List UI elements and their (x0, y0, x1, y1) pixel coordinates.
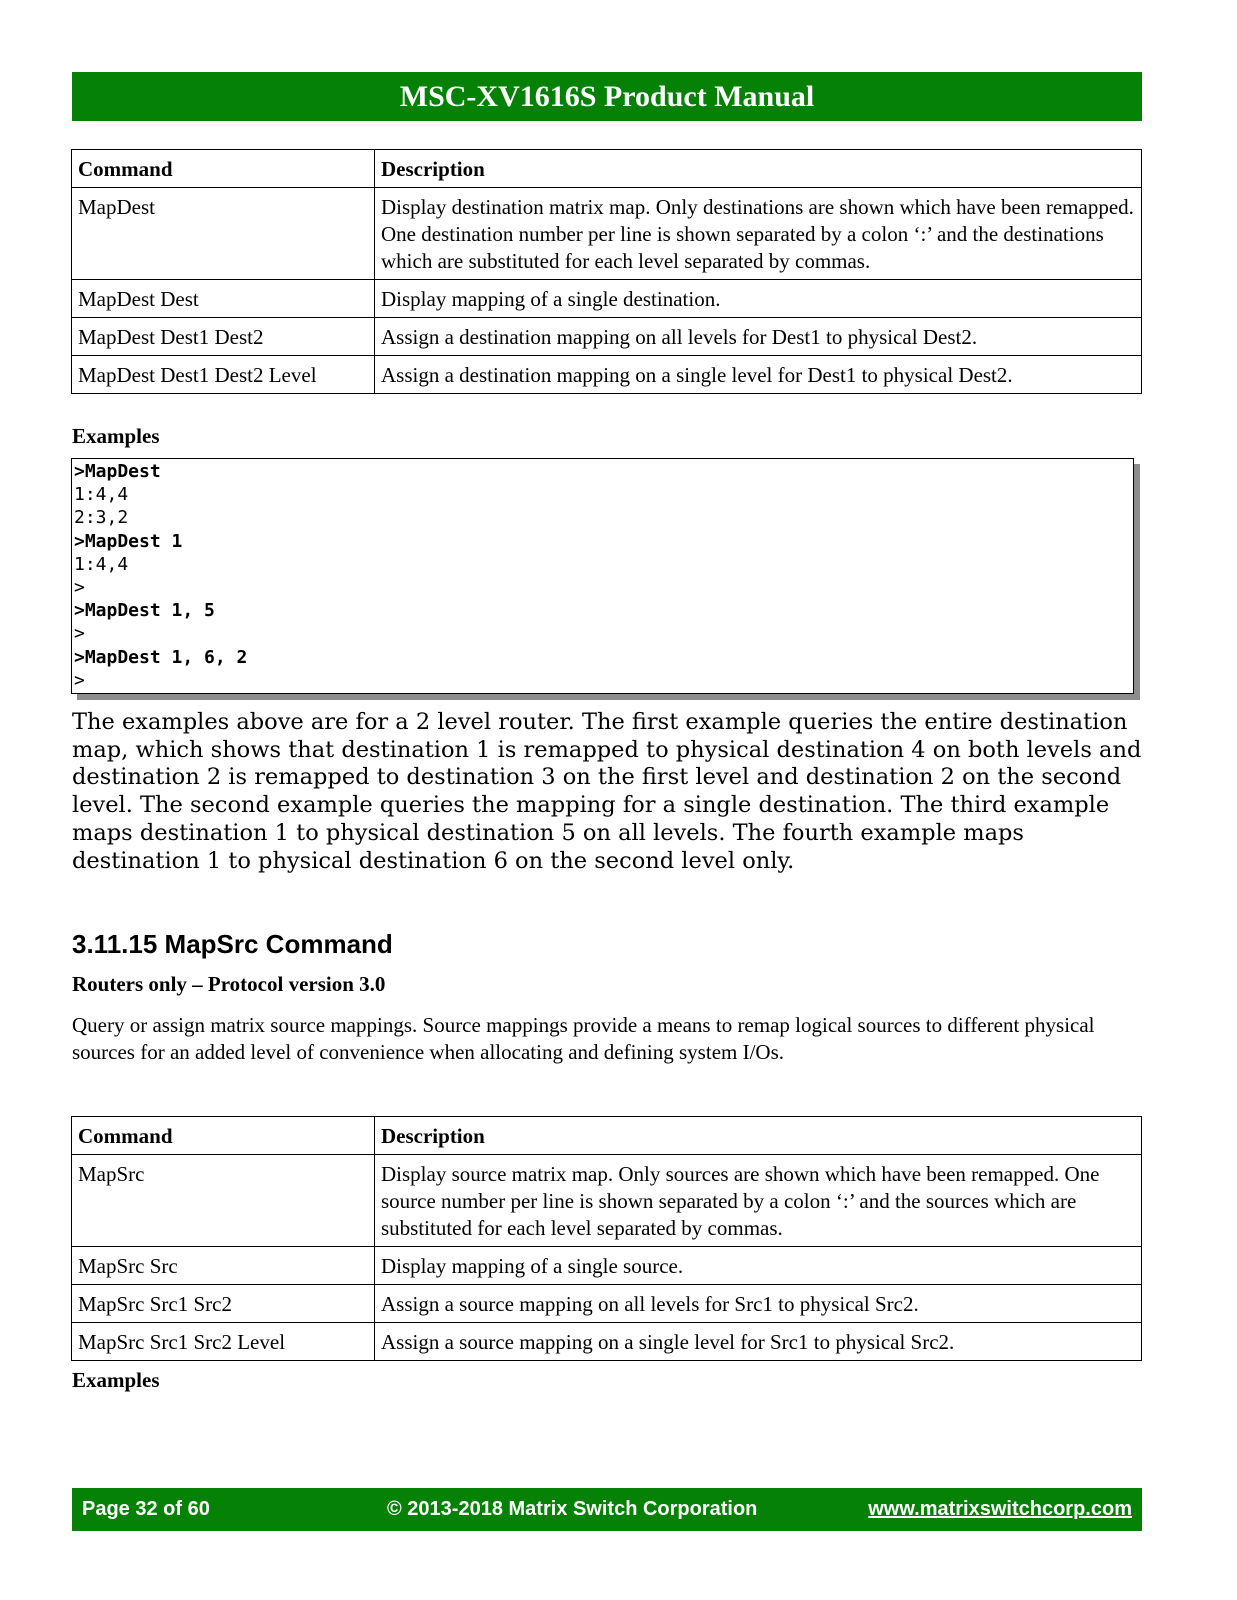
mapdest-command-table (71, 149, 1142, 394)
code-line: > (74, 623, 85, 645)
code-line: > (74, 669, 85, 691)
page-header (72, 72, 1142, 121)
column-header-command: Command (72, 150, 375, 188)
section-heading: 3.11.15 MapSrc Command (72, 929, 393, 959)
section-subheading: Routers only – Protocol version 3.0 (72, 972, 386, 996)
table-row (72, 188, 1142, 280)
description-cell: Display mapping of a single destination. (375, 280, 1142, 318)
table-row (72, 356, 1142, 394)
description-cell: Display source matrix map. Only sources are shown which have been remapped. One source number per line is shown separated by a colon ‘:’ and the sources which are substituted for each level separated by commas. (375, 1155, 1142, 1247)
table-row (72, 1155, 1142, 1247)
code-line: > (74, 576, 85, 598)
description-cell: Display destination matrix map. Only destinations are shown which have been remapped. One destination number per line is shown separated by a colon ‘:’ and the destinations which are substituted for each level separated by commas. (375, 188, 1142, 280)
table-row (72, 1285, 1142, 1323)
copyright-notice: © 2013-2018 Matrix Switch Corporation (387, 1498, 758, 1520)
code-line: >MapDest 1, 6, 2 (74, 646, 248, 668)
table-row (72, 318, 1142, 356)
description-cell: Assign a destination mapping on all levels for Dest1 to physical Dest2. (375, 318, 1142, 356)
code-line: 1:4,4 (74, 484, 129, 506)
code-line: >MapDest 1, 5 (74, 600, 215, 622)
examples-label: Examples (72, 424, 160, 448)
table-header-row (72, 150, 1142, 188)
code-line: 2:3,2 (74, 507, 129, 529)
column-header-description: Description (375, 150, 1142, 188)
code-line: >MapDest (74, 461, 161, 482)
code-line: 1:4,4 (74, 553, 129, 575)
command-cell: MapDest (72, 188, 375, 280)
example-code-box (71, 458, 1134, 694)
description-cell: Assign a source mapping on all levels for Src1 to physical Src2. (375, 1285, 1142, 1323)
description-cell: Display mapping of a single source. (375, 1247, 1142, 1285)
column-header-command: Command (72, 1117, 375, 1155)
section-intro: Query or assign matrix source mappings. Source mappings provide a means to remap logical sources to different physical sources for an added level of convenience when allocating and defining system I/Os. (72, 1013, 1095, 1064)
page-footer (72, 1488, 1142, 1531)
examples-explanation: The examples above are for a 2 level router. The first example queries the entire destination map, which shows that destination 1 is remapped to physical destination 4 on both levels and destination 2 is remapped to destination 3 on the first level and destination 2 on the second level. The second example queries the mapping for a single destination. The third example maps destination 1 to physical destination 5 on all levels. The fourth example maps destination 1 to physical destination 6 on the second level only. (72, 709, 1142, 874)
command-cell: MapDest Dest1 Dest2 (72, 318, 375, 356)
command-cell: MapSrc Src (72, 1247, 375, 1285)
command-cell: MapDest Dest1 Dest2 Level (72, 356, 375, 394)
table-header-row (72, 1117, 1142, 1155)
table-row (72, 1247, 1142, 1285)
command-cell: MapDest Dest (72, 280, 375, 318)
website-link[interactable]: www.matrixswitchcorp.com (868, 1498, 1132, 1520)
code-line: >MapDest 1 (74, 530, 183, 552)
command-cell: MapSrc (72, 1155, 375, 1247)
column-header-description: Description (375, 1117, 1142, 1155)
manual-title: MSC-XV1616S Product Manual (399, 79, 815, 113)
table-row (72, 280, 1142, 318)
mapsrc-command-table (71, 1116, 1142, 1361)
command-cell: MapSrc Src1 Src2 (72, 1285, 375, 1323)
description-cell: Assign a source mapping on a single level for Src1 to physical Src2. (375, 1323, 1142, 1361)
table-row (72, 1323, 1142, 1361)
examples-label: Examples (72, 1368, 160, 1392)
command-cell: MapSrc Src1 Src2 Level (72, 1323, 375, 1361)
page-number: Page 32 of 60 (82, 1498, 210, 1520)
description-cell: Assign a destination mapping on a single level for Dest1 to physical Dest2. (375, 356, 1142, 394)
